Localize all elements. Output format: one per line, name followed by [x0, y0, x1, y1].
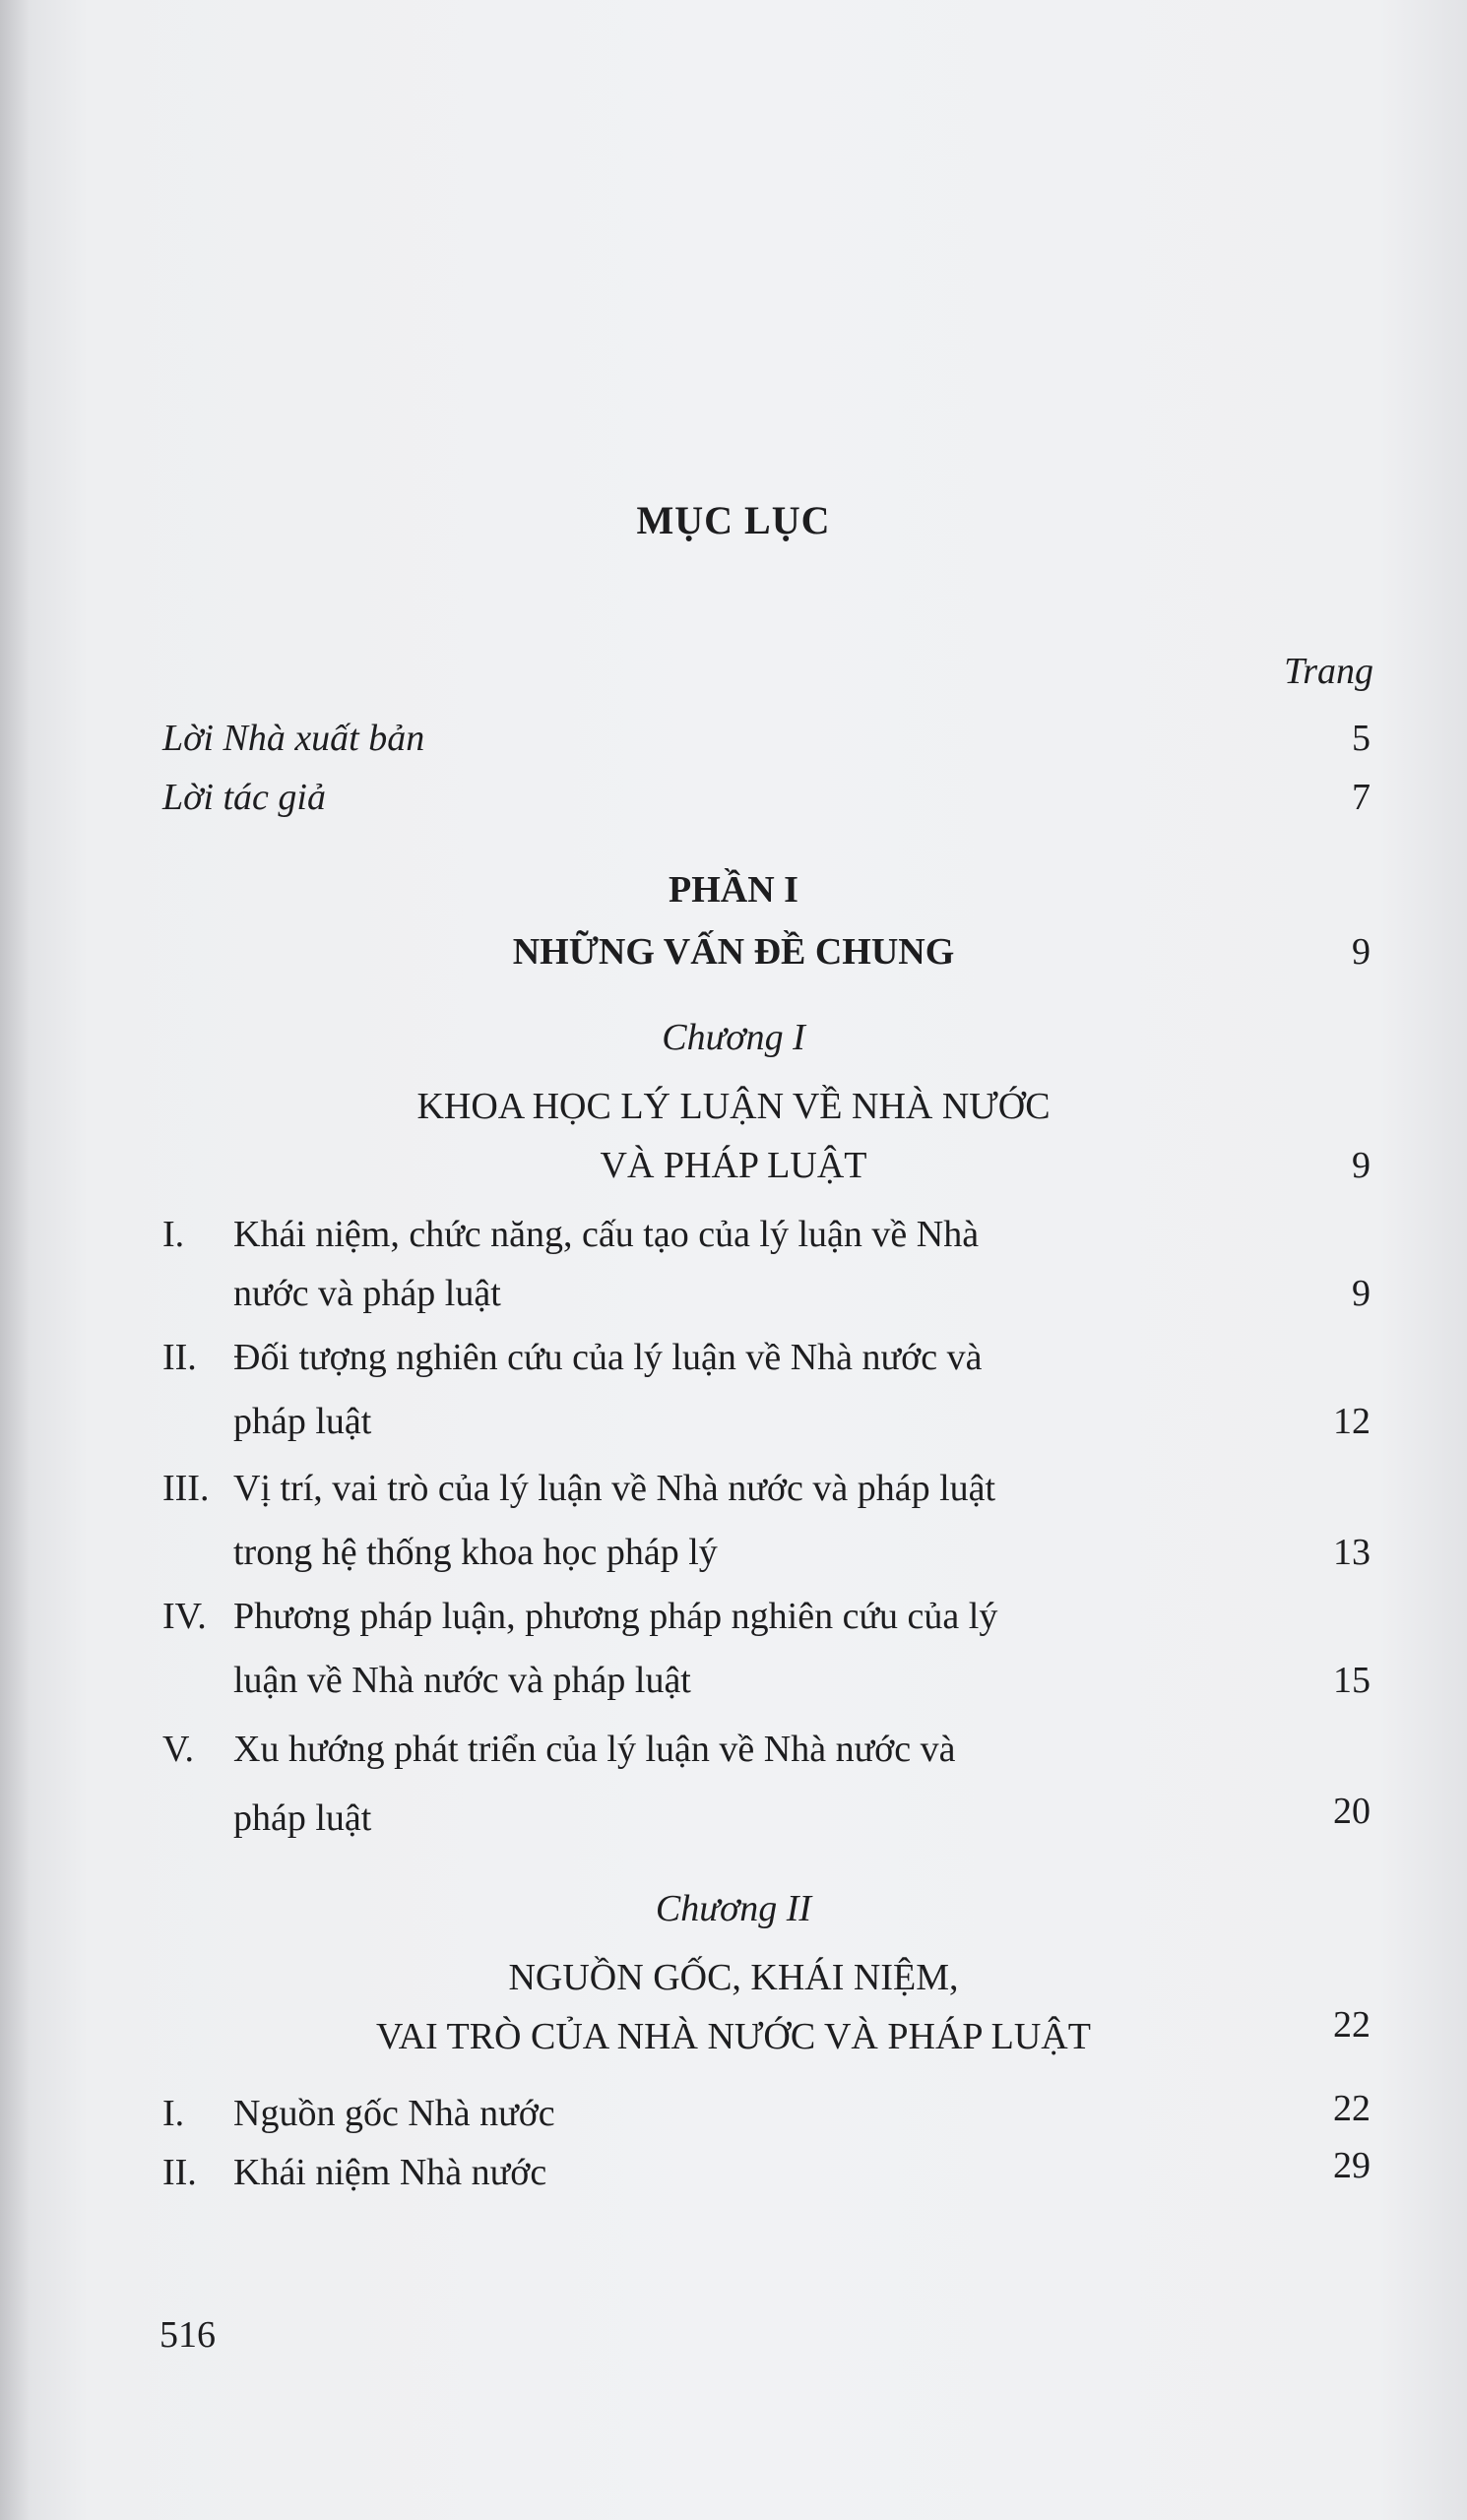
- toc-entry-text[interactable]: Đối tượng nghiên cứu của lý luận về Nhà nước và: [233, 1337, 983, 1378]
- toc-entry-text[interactable]: nước và pháp luật: [233, 1273, 501, 1314]
- toc-entry-text[interactable]: Vị trí, vai trò của lý luận về Nhà nước và pháp luật: [233, 1468, 996, 1509]
- chapter-label: Chương I: [662, 1017, 805, 1058]
- page-footer-number: 516: [159, 2314, 216, 2356]
- toc-page-number: 22: [1333, 2088, 1371, 2129]
- toc-page-number: 20: [1333, 1791, 1371, 1832]
- toc-page-number: 5: [1352, 718, 1371, 759]
- toc-entry-text[interactable]: Phương pháp luận, phương pháp nghiên cứu của lý: [233, 1596, 998, 1637]
- toc-page-number: 9: [1352, 931, 1371, 973]
- toc-page-number: 13: [1333, 1532, 1371, 1573]
- toc-entry-text[interactable]: trong hệ thống khoa học pháp lý: [233, 1532, 718, 1573]
- chapter-title-line[interactable]: VÀ PHÁP LUẬT: [600, 1145, 867, 1186]
- chapter-title-line[interactable]: KHOA HỌC LÝ LUẬN VỀ NHÀ NƯỚC: [416, 1086, 1051, 1127]
- toc-entry-author-note[interactable]: Lời tác giả: [162, 777, 326, 818]
- chapter-title-line[interactable]: VAI TRÒ CỦA NHÀ NƯỚC VÀ PHÁP LUẬT: [376, 2016, 1091, 2057]
- toc-page-number: 9: [1352, 1145, 1371, 1186]
- page-column-header: Trang: [1284, 651, 1373, 692]
- section-numeral: I.: [162, 1214, 185, 1255]
- section-numeral: II.: [162, 2152, 197, 2193]
- toc-page-number: 15: [1333, 1660, 1371, 1701]
- toc-entry-text[interactable]: Xu hướng phát triển của lý luận về Nhà nước và: [233, 1729, 956, 1770]
- section-numeral: V.: [162, 1729, 195, 1770]
- toc-entry-text[interactable]: pháp luật: [233, 1797, 372, 1839]
- toc-entry-text[interactable]: Khái niệm Nhà nước: [233, 2152, 547, 2193]
- toc-entry-publisher-note[interactable]: Lời Nhà xuất bản: [162, 718, 425, 759]
- part-heading: PHẦN I: [669, 869, 798, 911]
- page-gutter-shadow: [0, 0, 30, 2520]
- chapter-label: Chương II: [655, 1888, 812, 1929]
- toc-page-number: 12: [1333, 1401, 1371, 1442]
- toc-entry-text[interactable]: pháp luật: [233, 1401, 372, 1442]
- toc-entry-text[interactable]: Nguồn gốc Nhà nước: [233, 2093, 555, 2134]
- toc-title: MỤC LỤC: [636, 498, 831, 542]
- part-subtitle[interactable]: NHỮNG VẤN ĐỀ CHUNG: [512, 931, 955, 973]
- section-numeral: III.: [162, 1468, 210, 1509]
- toc-page-number: 29: [1333, 2145, 1371, 2186]
- toc-page-number: 22: [1333, 2004, 1371, 2046]
- section-numeral: IV.: [162, 1596, 207, 1637]
- toc-page-number: 7: [1352, 777, 1371, 818]
- toc-entry-text[interactable]: luận về Nhà nước và pháp luật: [233, 1660, 691, 1701]
- section-numeral: II.: [162, 1337, 197, 1378]
- toc-page-number: 9: [1352, 1273, 1371, 1314]
- chapter-title-line[interactable]: NGUỒN GỐC, KHÁI NIỆM,: [508, 1957, 959, 1998]
- section-numeral: I.: [162, 2093, 185, 2134]
- toc-entry-text[interactable]: Khái niệm, chức năng, cấu tạo của lý luận về Nhà: [233, 1214, 980, 1255]
